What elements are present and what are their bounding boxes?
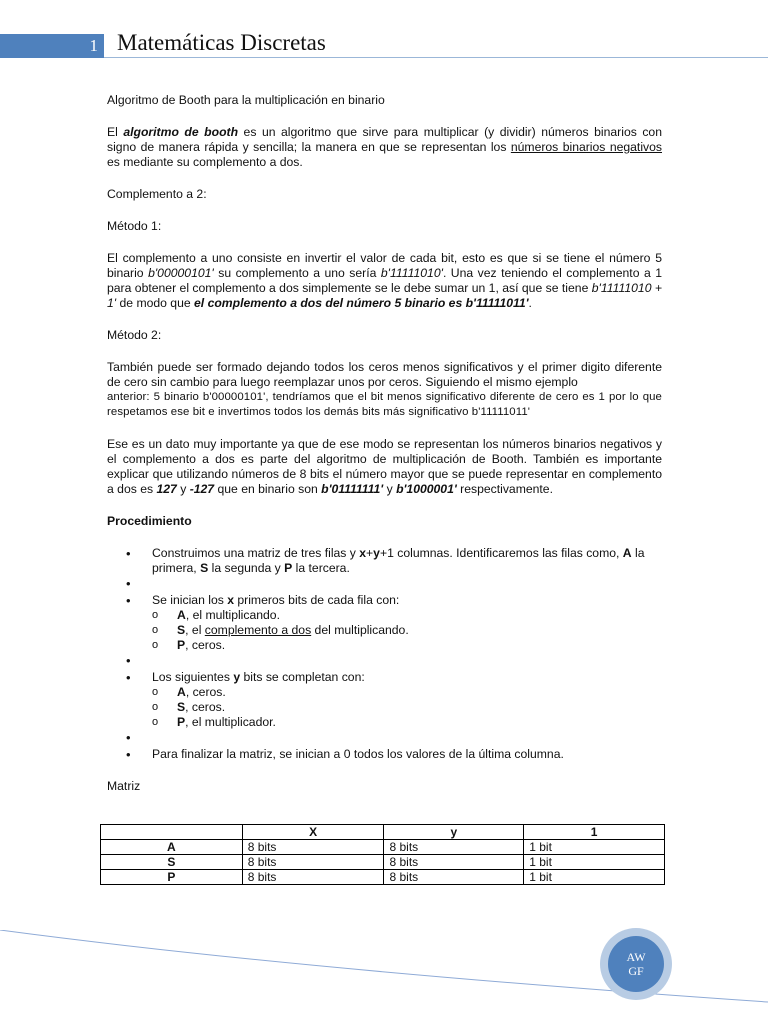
row-header: A bbox=[101, 840, 243, 855]
table-header-row bbox=[101, 825, 665, 840]
list-item: • Los siguientes y bits se completan con: o A, ceros. o S, ceros. o P, el multiplicador. bbox=[107, 670, 662, 730]
sub-list-item: o P, el multiplicador. bbox=[152, 715, 662, 730]
sub-list bbox=[152, 685, 662, 730]
table-cell: 8 bits bbox=[242, 840, 384, 855]
link-complemento-a-dos[interactable]: complemento a dos bbox=[204, 623, 312, 637]
table-cell: 1 bit bbox=[524, 855, 665, 870]
sub-list-item: o P, ceros. bbox=[152, 638, 662, 653]
document-body bbox=[107, 93, 662, 794]
page-number: 1 bbox=[0, 34, 104, 58]
column-header: y bbox=[384, 825, 524, 840]
table-cell: 8 bits bbox=[384, 870, 524, 885]
table-cell: 8 bits bbox=[242, 855, 384, 870]
header-divider bbox=[104, 57, 768, 58]
procedimiento-heading: Procedimiento bbox=[107, 514, 192, 528]
matriz-heading: Matriz bbox=[107, 779, 141, 793]
matrix-table bbox=[100, 824, 665, 885]
metodo1-heading: Método 1: bbox=[107, 219, 162, 233]
metodo2-paragraph: También puede ser formado dejando todos los ceros menos significativos y el primer digito diferente de cero sin cambio para luego reemplazar unos por ceros. Siguiendo el mismo ejemplo bbox=[107, 360, 662, 389]
intro-paragraph: El algoritmo de booth es un algoritmo que sirve para multiplicar (y dividir) números binarios con signo de manera rápida y sencilla; la manera en que se representan los números binarios negativos es mediante su complemento a dos. bbox=[107, 125, 662, 169]
bold-conclusion: el complemento a dos del número 5 binario es b'11111011' bbox=[194, 296, 529, 310]
sub-list-item: o A, ceros. bbox=[152, 685, 662, 700]
table-row bbox=[101, 855, 665, 870]
list-item: • Se inician los x primeros bits de cada fila con: o A, el multiplicando. o S, el complemento a dos del multiplicando. o P, ceros. bbox=[107, 593, 662, 653]
column-header: 1 bbox=[524, 825, 665, 840]
list-item: • Construimos una matriz de tres filas y x+y+1 columnas. Identificaremos las filas como, A la primera, S la segunda y P la tercera. bbox=[107, 546, 662, 576]
badge-initials-2: GF bbox=[628, 964, 644, 978]
metodo2-paragraph-continued: anterior: 5 binario b'00000101', tendríamos que el bit menos significativo diferente de cero es 1 por lo que respetamos ese bit e invertimos todos los demás bits más significativo b'11111011' bbox=[107, 391, 662, 418]
link-numeros-binarios-negativos[interactable]: números binarios negativos bbox=[510, 140, 662, 154]
metodo1-paragraph: El complemento a uno consiste en invertir el valor de cada bit, esto es que si se tiene el número 5 binario b'00000101' su complemento a uno sería b'11111010'. Una vez teniendo el complemento a 1 para obtener el complemento a dos simplemente se le debe sumar un 1, así que se tiene b'11111010 + 1' de modo que el complemento a dos del número 5 binario es b'11111011'. bbox=[107, 251, 662, 310]
table-cell: 8 bits bbox=[242, 870, 384, 885]
document-title: Matemáticas Discretas bbox=[117, 30, 326, 55]
bold-term: algoritmo de booth bbox=[123, 125, 239, 139]
sub-list-item: o A, el multiplicando. bbox=[152, 608, 662, 623]
column-header: X bbox=[242, 825, 384, 840]
table-cell: 1 bit bbox=[524, 840, 665, 855]
dato-paragraph: Ese es un dato muy importante ya que de ese modo se representan los números binarios negativos y el complemento a dos es parte del algoritmo de multiplicación de Booth. También es importante explicar que utilizando números de 8 bits el número mayor que se puede representar en complemento a dos es 127 y -127 que en binario son b'01111111' y b'1000001' respectivamente. bbox=[107, 437, 662, 496]
table-cell: 8 bits bbox=[384, 840, 524, 855]
procedure-list bbox=[107, 546, 662, 762]
column-header bbox=[101, 825, 243, 840]
sub-list-item: o S, el complemento a dos del multiplicando. bbox=[152, 623, 662, 638]
sub-list bbox=[152, 608, 662, 653]
table-cell: 1 bit bbox=[524, 870, 665, 885]
author-badge bbox=[608, 936, 664, 992]
metodo2-heading: Método 2: bbox=[107, 328, 162, 342]
row-header: S bbox=[101, 855, 243, 870]
badge-initials-1: AW bbox=[626, 950, 646, 964]
section-heading: Algoritmo de Booth para la multiplicación en binario bbox=[107, 93, 385, 107]
table-cell: 8 bits bbox=[384, 855, 524, 870]
table-row bbox=[101, 870, 665, 885]
page-header bbox=[0, 30, 768, 60]
row-header: P bbox=[101, 870, 243, 885]
complemento-heading: Complemento a 2: bbox=[107, 187, 207, 201]
sub-list-item: o S, ceros. bbox=[152, 700, 662, 715]
list-item: • Para finalizar la matriz, se inician a 0 todos los valores de la última columna. bbox=[107, 747, 662, 762]
table-row bbox=[101, 840, 665, 855]
